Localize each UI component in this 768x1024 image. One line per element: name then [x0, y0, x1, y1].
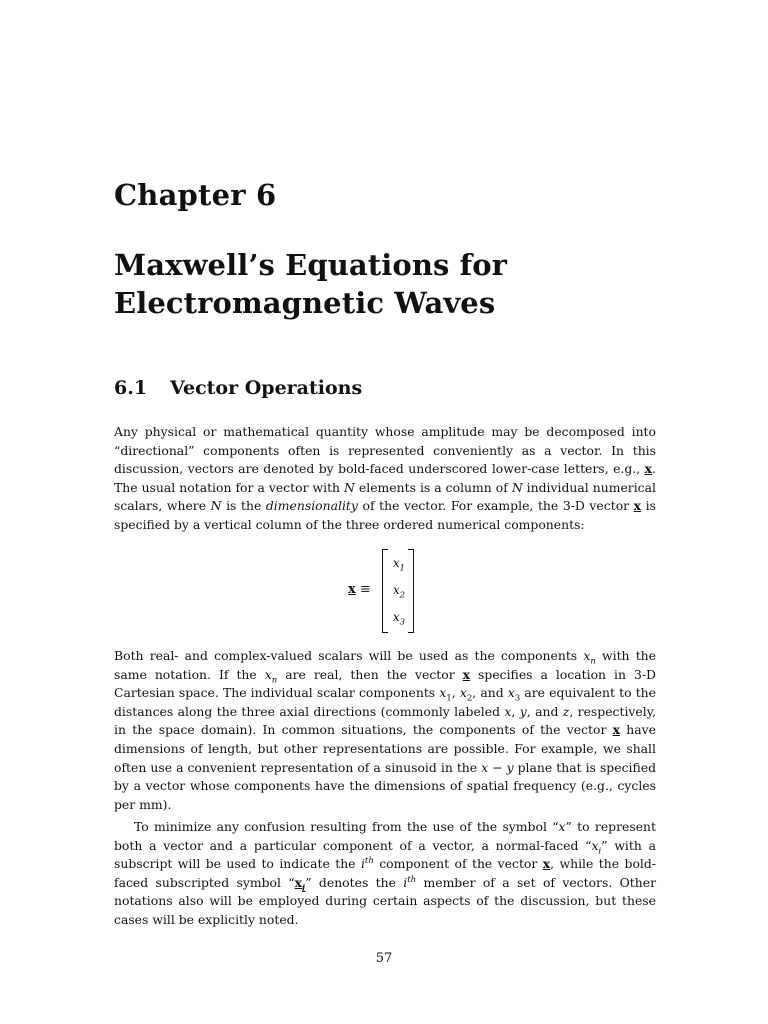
- math-symbol: i: [360, 856, 365, 872]
- text-run: , and: [472, 685, 508, 701]
- matrix-entry: [390, 610, 408, 628]
- text-run: ,: [511, 703, 520, 719]
- text-run: ,: [451, 685, 460, 701]
- math-symbol: x: [504, 703, 512, 719]
- entry-symbol: x: [392, 610, 400, 624]
- math-subscript: i: [598, 846, 602, 857]
- text-run: component of the vector: [373, 856, 543, 872]
- math-symbol: x: [558, 819, 566, 834]
- text-run: with the same notation. If the: [114, 648, 656, 682]
- math-symbol: N: [511, 479, 523, 495]
- math-symbol: x: [583, 648, 591, 663]
- paragraph-components: [114, 647, 656, 814]
- text-run: are real, then the vector: [277, 666, 463, 682]
- text-run: ” to represent both a vector and a particular component of a vector, a normal-faced “: [114, 819, 656, 853]
- section-title: Vector Operations: [170, 377, 363, 399]
- math-symbol: N: [344, 479, 355, 495]
- section-heading: [114, 377, 362, 399]
- vector-symbol: x: [462, 666, 471, 682]
- text-run: plane that is specified by a vector whose components have the dimensions of spatial frequency (e.g., cycles per mm).: [114, 759, 656, 812]
- math-symbol: y: [519, 703, 527, 719]
- math-superscript: th: [364, 856, 374, 867]
- vector-symbol: x: [348, 582, 356, 597]
- text-run: individual numerical scalars, where: [114, 479, 656, 514]
- vector-symbol: x: [633, 498, 642, 514]
- equation-lhs: [348, 582, 371, 597]
- math-symbol: x: [507, 685, 515, 701]
- math-subscript: n: [590, 656, 596, 667]
- text-run: member of a set of vectors. Other notations also will be employed during certain aspects of the discussion, but these cases will be explicitly noted.: [114, 874, 656, 927]
- text-run: , respectively, in the space domain). In common situations, the components of the vector: [114, 703, 657, 738]
- math-subscript: 1: [446, 693, 452, 704]
- math-symbol: N: [210, 498, 222, 514]
- entry-subscript: 2: [399, 590, 406, 601]
- left-bracket: [382, 549, 388, 633]
- paragraph-notation: [114, 818, 656, 930]
- vector-equation: [340, 549, 440, 633]
- text-run: , while the bold-faced subscripted symbol “: [114, 856, 656, 890]
- math-subscript: 3: [514, 693, 521, 704]
- math-symbol: x: [591, 837, 599, 853]
- entry-symbol: x: [392, 583, 400, 597]
- math-symbol: z: [562, 703, 570, 719]
- text-run: , and: [526, 703, 563, 719]
- column-vector-matrix: [382, 549, 414, 633]
- text-run: is the: [221, 498, 266, 514]
- text-run: is specified by a vertical column of the three ordered numerical components:: [114, 498, 656, 532]
- math-subscript: n: [271, 675, 278, 686]
- vector-symbol: x: [542, 856, 551, 872]
- vector-subscript: i: [302, 883, 306, 894]
- text-run: . The usual notation for a vector with: [114, 461, 656, 495]
- text-run: specifies a location in 3-D Cartesian space. The individual scalar components: [114, 666, 656, 701]
- chapter-label: Chapter 6: [114, 178, 277, 212]
- math-superscript: th: [407, 874, 417, 885]
- math-expression: x − y: [481, 759, 514, 775]
- math-subscript: 2: [466, 693, 473, 704]
- math-symbol: x: [459, 685, 467, 701]
- text-run: of the vector. For example, the 3-D vector: [357, 498, 634, 514]
- text-run: Both real- and complex-valued scalars will be used as the components: [114, 648, 584, 663]
- chapter-title: Maxwell’s Equations for Electromagnetic Waves: [114, 248, 508, 320]
- text-run: are equivalent to the distances along the three axial directions (commonly labeled: [114, 685, 656, 719]
- math-symbol: x: [439, 685, 447, 701]
- entry-subscript: 1: [399, 563, 406, 574]
- paragraph-vectors-intro: [114, 423, 656, 535]
- page-number: 57: [375, 951, 393, 966]
- vector-symbol: x: [612, 722, 621, 738]
- text-run: elements is a column of: [354, 479, 512, 495]
- equivalence-symbol: ≡: [359, 582, 371, 597]
- entry-symbol: x: [392, 556, 400, 570]
- math-symbol: i: [403, 874, 408, 890]
- text-run: Any physical or mathematical quantity whose amplitude may be decomposed into “directional” components often is represented conveniently as a vector. In this discussion, vectors are denoted by bold-faced underscored lower-case letters, e.g.,: [114, 424, 656, 477]
- text-run: To minimize any confusion resulting from the use of the symbol “: [134, 819, 559, 834]
- emphasis-term: dimensionality: [265, 498, 358, 514]
- text-run: ” with a subscript will be used to indicate the: [114, 837, 656, 872]
- entry-subscript: 3: [399, 617, 406, 628]
- text-run: have dimensions of length, but other representations are possible. For example, we shall often use a convenient representation of a sinusoid in the: [114, 722, 656, 775]
- right-bracket: [408, 549, 414, 633]
- text-run: ” denotes the: [305, 874, 404, 890]
- matrix-entry: [390, 556, 408, 574]
- section-number: 6.1: [114, 377, 148, 399]
- math-symbol: x: [264, 666, 272, 682]
- vector-symbol: x: [294, 874, 303, 890]
- matrix-entry: [390, 583, 408, 601]
- vector-symbol: x: [644, 461, 653, 477]
